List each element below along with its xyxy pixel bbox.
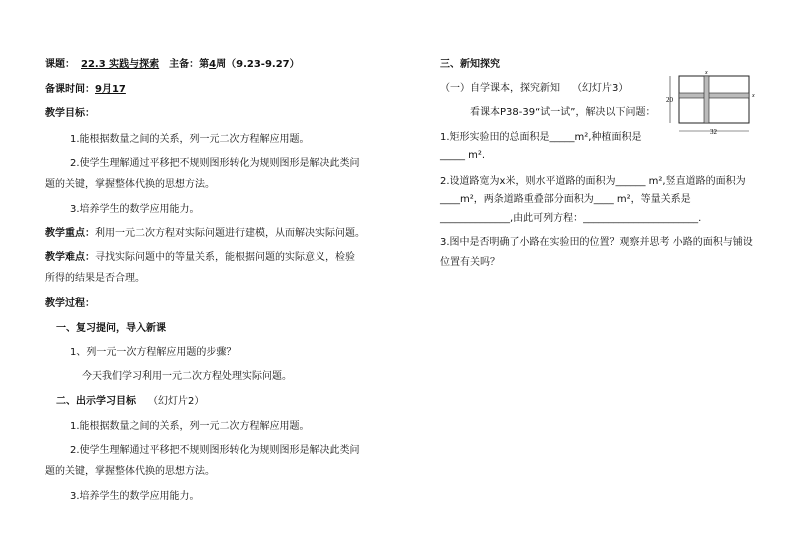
question-2-cont: ______________,由此可列方程：_______________________. <box>440 213 702 224</box>
question-2: 2.设道路宽为x米，则水平道路的面积为______ m²,竖直道路的面积为 <box>440 176 746 187</box>
question-1-cont: _____ m². <box>440 150 486 161</box>
week-prefix: 第 <box>199 59 210 70</box>
lesson-header <box>45 58 300 72</box>
self-study-slide: （幻灯片3） <box>572 83 629 94</box>
difficulty-text-cont: 所得的结果是否合理。 <box>45 273 145 284</box>
topic-prefix: 课题： <box>45 59 75 70</box>
objective-item: 题的关键，掌握整体代换的思想方法。 <box>45 179 215 190</box>
lead-label: 主备： <box>169 59 200 70</box>
week-suffix: 周（9.23-9.27） <box>216 59 300 70</box>
topic-title: 22.3 实践与探索 <box>81 59 160 70</box>
field-diagram <box>668 69 764 137</box>
road-label-right: x <box>752 93 755 99</box>
section1-intro: 今天我们学习利用一元二次方程处理实际问题。 <box>82 371 292 382</box>
process-heading: 教学过程： <box>45 298 95 309</box>
goal-item: 2.使学生理解通过平移把不规则图形转化为规则图形是解决此类问 <box>70 445 360 456</box>
question-3-cont: 位置有关吗？ <box>440 257 500 268</box>
prep-time-value: 9月17 <box>95 84 126 95</box>
key-point <box>45 227 365 241</box>
objectives-heading: 教学目标： <box>45 108 95 119</box>
read-instruction: 看课本P38-39“试一试”，解决以下问题： <box>470 107 656 118</box>
difficulty <box>45 251 355 265</box>
section2-heading: 二、出示学习目标 <box>56 396 136 407</box>
question-3: 3.图中是否明确了小路在实验田的位置？观察并思考 小路的面积与铺设 <box>440 237 753 248</box>
objective-item: 2.使学生理解通过平移把不规则图形转化为规则图形是解决此类问 <box>70 158 360 169</box>
self-study-label: （一）自学课本，探究新知 <box>440 83 560 94</box>
section1-heading: 一、复习提问，导入新课 <box>56 323 166 334</box>
vertical-road <box>704 76 709 123</box>
prep-time-label: 备课时间： <box>45 84 95 95</box>
section3-heading: 三、新知探究 <box>440 59 500 70</box>
road-label-top: x <box>705 70 708 76</box>
height-label: 20 <box>666 96 673 104</box>
horizontal-road <box>679 93 749 98</box>
key-point-text: 利用一元二次方程对实际问题进行建模，从而解决实际问题。 <box>95 228 365 239</box>
section1-question: 1、列一元一次方程解应用题的步骤？ <box>70 347 237 358</box>
goal-item: 1.能根据数量之间的关系，列一元二次方程解应用题。 <box>70 421 310 432</box>
self-study-row <box>440 82 628 96</box>
field-outline <box>679 76 749 123</box>
difficulty-text: 寻找实际问题中的等量关系，能根据问题的实际意义，检验 <box>95 252 355 263</box>
week-number: 4 <box>209 59 217 70</box>
goal-item: 3.培养学生的数学应用能力。 <box>70 491 200 502</box>
section2-slide: （幻灯片2） <box>148 396 205 407</box>
objective-item: 3.培养学生的数学应用能力。 <box>70 204 200 215</box>
difficulty-label: 教学难点： <box>45 252 95 263</box>
section2-heading-row <box>56 395 204 409</box>
key-point-label: 教学重点： <box>45 228 95 239</box>
objective-item: 1.能根据数量之间的关系，列一元二次方程解应用题。 <box>70 134 310 145</box>
goal-item: 题的关键，掌握整体代换的思想方法。 <box>45 466 215 477</box>
question-2-cont: ____m²，两条道路重叠部分面积为____ m²，等量关系是 <box>440 194 691 205</box>
width-label: 32 <box>710 128 717 136</box>
prep-time <box>45 83 126 97</box>
question-1: 1.矩形实验田的总面积是_____m²,种植面积是 <box>440 132 642 143</box>
